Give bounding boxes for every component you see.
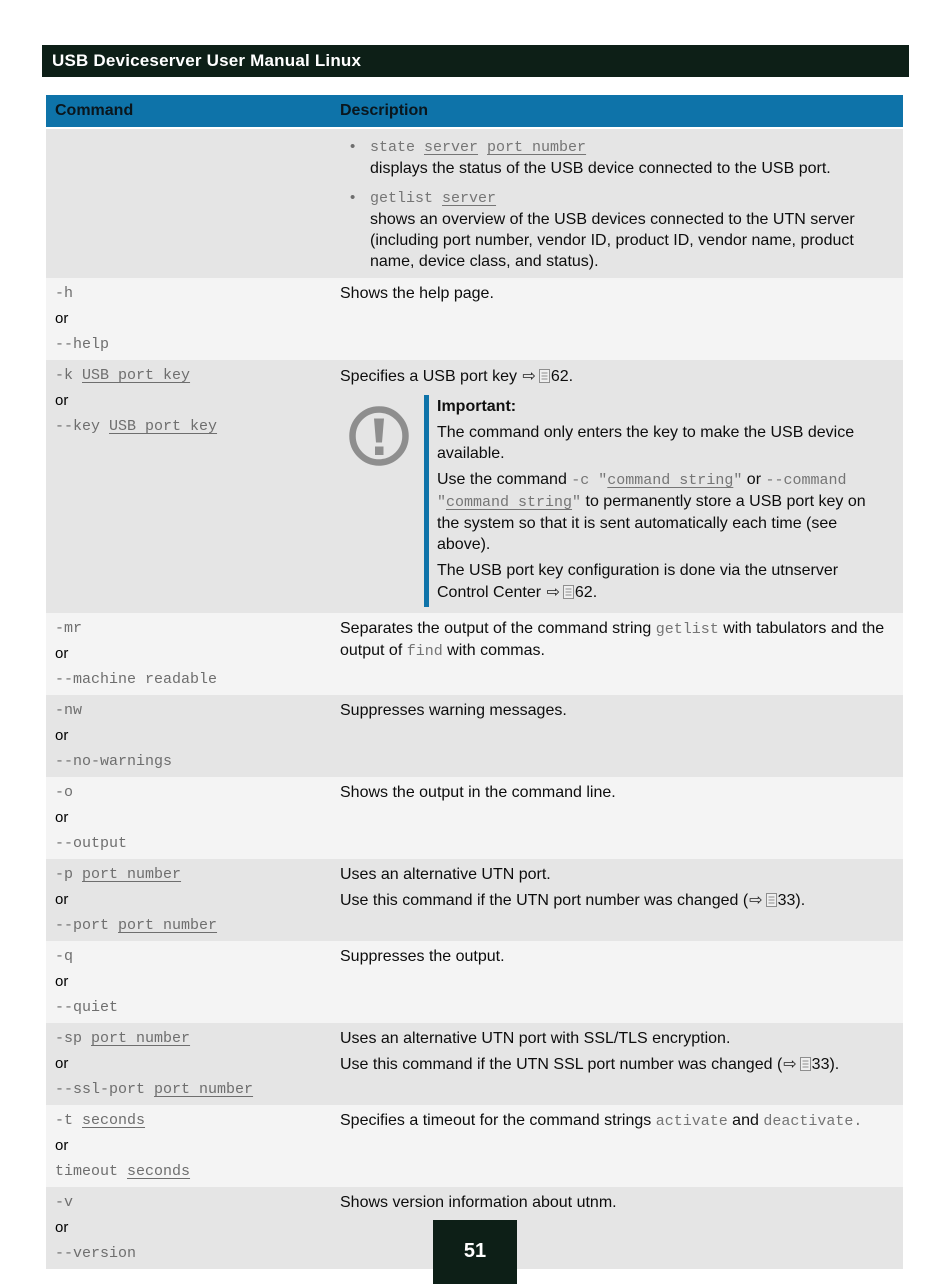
text-run: Suppresses the output.	[340, 948, 505, 965]
page-reference	[521, 368, 573, 385]
code-run	[478, 139, 487, 156]
column-header-command: Command	[55, 102, 134, 119]
description-paragraph	[340, 365, 893, 387]
code-run: server	[424, 139, 479, 156]
description-paragraph	[340, 1192, 893, 1213]
command-line	[55, 1078, 326, 1100]
description-cell	[334, 777, 903, 859]
text-run: Uses an alternative UTN port.	[340, 866, 551, 883]
command-line	[55, 390, 326, 411]
description-paragraph	[340, 283, 893, 304]
text-run: Shows the output in the command line.	[340, 784, 616, 801]
description-paragraph	[340, 782, 893, 803]
code-run: --no-warnings	[55, 753, 173, 770]
description-paragraph	[340, 1110, 893, 1132]
text-run: Shows version information about utnm.	[340, 1194, 617, 1211]
document-page-icon	[563, 585, 574, 599]
command-line	[55, 668, 326, 690]
command-cell	[46, 777, 334, 859]
arrow-right-icon: ⇨	[546, 582, 560, 601]
code-run: seconds	[82, 1112, 146, 1129]
command-line	[55, 1191, 326, 1213]
bullet-line	[370, 187, 893, 209]
command-line	[55, 364, 326, 386]
command-line	[55, 699, 326, 721]
text-run: Shows the help page.	[340, 285, 494, 302]
code-run: port number	[487, 139, 587, 156]
text-run: Suppresses warning messages.	[340, 702, 567, 719]
description-paragraph	[340, 864, 893, 885]
text-run: Use this command if the UTN SSL port number was changed (	[340, 1056, 783, 1073]
code-run: command string	[446, 494, 573, 511]
command-line	[55, 1109, 326, 1131]
bullet-line	[370, 136, 893, 158]
command-cell	[46, 613, 334, 695]
text-run: The USB port key configuration is done via the utnserver Control Center	[437, 562, 839, 601]
table-row	[46, 941, 903, 1023]
command-line	[55, 1160, 326, 1182]
important-paragraph	[437, 560, 889, 603]
code-run: activate	[655, 1113, 728, 1130]
command-line	[55, 1053, 326, 1074]
description-cell	[334, 941, 903, 1023]
page-reference-number: 33).	[777, 892, 806, 909]
command-cell	[46, 1105, 334, 1187]
command-cell	[46, 360, 334, 613]
text-run: Specifies a USB port key	[340, 368, 522, 385]
text-run: with commas.	[442, 642, 545, 659]
code-run: port number	[118, 917, 218, 934]
description-cell	[334, 1105, 903, 1187]
code-run: port number	[82, 866, 182, 883]
page-reference-number: 62.	[550, 368, 574, 385]
code-run: --ssl-port	[55, 1081, 155, 1098]
text-run: The command only enters the key to make the USB device available.	[437, 424, 855, 462]
description-cell	[334, 129, 903, 278]
banner-title: USB Deviceserver User Manual Linux	[52, 51, 362, 70]
text-run: Specifies a timeout for the command strings	[340, 1112, 656, 1129]
code-run: getlist	[655, 621, 719, 638]
description-paragraph	[340, 700, 893, 721]
table-row	[46, 777, 903, 859]
code-run: deactivate.	[763, 1113, 863, 1130]
text-run: or	[55, 645, 69, 662]
bullet-content	[370, 187, 893, 272]
text-run: with tabulators and the output of	[340, 620, 885, 659]
text-run: or	[55, 1219, 69, 1236]
command-line	[55, 617, 326, 639]
text-run: or	[55, 973, 69, 990]
command-cell	[46, 695, 334, 777]
table-row	[46, 1105, 903, 1187]
bullet-item	[340, 187, 893, 272]
command-line	[55, 1027, 326, 1049]
page-number: 51	[463, 1240, 487, 1262]
command-line	[55, 750, 326, 772]
table-header-row	[46, 95, 903, 127]
text-run: to permanently store a USB port key on the system so that it is sent automatically each time (see above).	[437, 493, 866, 553]
code-run: timeout	[55, 1163, 128, 1180]
table-row	[46, 129, 903, 278]
important-note	[340, 395, 893, 607]
table-row	[46, 1023, 903, 1105]
important-paragraph	[437, 422, 889, 464]
page-number-box	[433, 1220, 517, 1284]
text-run: displays the status of the USB device connected to the USB port.	[370, 160, 831, 177]
important-paragraph	[437, 469, 889, 555]
description-cell	[334, 695, 903, 777]
bullet-item	[340, 136, 893, 179]
text-run: shows an overview of the USB devices connected to the UTN server (including port number, vendor ID, product ID, vendor name, product name, device class, and status).	[370, 211, 855, 270]
exclamation-circle-icon	[348, 405, 410, 467]
bullet-content	[370, 136, 893, 179]
code-run: -k	[55, 367, 83, 384]
column-header-description: Description	[340, 102, 429, 119]
arrow-right-icon: ⇨	[749, 890, 763, 909]
text-run: or	[55, 891, 69, 908]
table-row	[46, 859, 903, 941]
command-cell	[46, 859, 334, 941]
command-cell	[46, 1023, 334, 1105]
text-run: or	[55, 1055, 69, 1072]
table-row	[46, 695, 903, 777]
code-run: state	[370, 139, 425, 156]
code-run: -nw	[55, 702, 83, 719]
code-run: -q	[55, 948, 74, 965]
code-run: -o	[55, 784, 74, 801]
code-run: USB port key	[82, 367, 191, 384]
command-line	[55, 914, 326, 936]
page-reference	[748, 892, 805, 909]
arrow-right-icon: ⇨	[522, 366, 536, 385]
code-run: -sp	[55, 1030, 92, 1047]
document-page-icon	[800, 1057, 811, 1071]
command-line	[55, 807, 326, 828]
code-run: command string	[607, 472, 734, 489]
code-run: USB port key	[109, 418, 218, 435]
text-run: or	[55, 727, 69, 744]
command-line	[55, 863, 326, 885]
code-run: --port	[55, 917, 119, 934]
code-run: find	[406, 643, 443, 660]
command-line	[55, 415, 326, 437]
important-title: Important:	[437, 398, 517, 415]
code-run: port number	[91, 1030, 191, 1047]
bullet-icon: •	[350, 189, 356, 206]
command-line	[55, 1242, 326, 1264]
page-reference	[782, 1056, 839, 1073]
page-reference	[546, 584, 598, 601]
bullet-icon: •	[350, 138, 356, 155]
text-run: Uses an alternative UTN port with SSL/TLS encryption.	[340, 1030, 731, 1047]
description-paragraph	[340, 1028, 893, 1049]
command-line	[55, 333, 326, 355]
description-paragraph	[340, 946, 893, 967]
command-line	[55, 996, 326, 1018]
description-paragraph	[340, 1053, 893, 1075]
command-line	[55, 643, 326, 664]
table-body	[46, 129, 903, 1269]
table-row	[46, 613, 903, 695]
command-cell	[46, 129, 334, 278]
code-run: -p	[55, 866, 83, 883]
command-line	[55, 282, 326, 304]
code-run: --output	[55, 835, 128, 852]
code-run: -v	[55, 1194, 74, 1211]
command-line	[55, 1135, 326, 1156]
command-line	[55, 832, 326, 854]
document-header-banner	[42, 45, 909, 77]
description-cell	[334, 1023, 903, 1105]
description-cell	[334, 360, 903, 613]
table-row	[46, 360, 903, 613]
text-run: or	[55, 809, 69, 826]
code-run: "	[572, 494, 582, 511]
important-icon-area	[340, 395, 424, 607]
text-run: or	[55, 310, 69, 327]
arrow-right-icon: ⇨	[783, 1054, 797, 1073]
text-run: Separates the output of the command string	[340, 620, 656, 637]
command-line	[55, 1217, 326, 1238]
code-run: server	[442, 190, 497, 207]
command-line	[55, 725, 326, 746]
command-line	[55, 308, 326, 329]
bullet-line	[370, 158, 893, 179]
important-content	[429, 395, 893, 607]
code-run: seconds	[127, 1163, 191, 1180]
commands-table	[46, 95, 903, 1269]
text-run: and	[727, 1112, 764, 1129]
description-cell	[334, 1187, 903, 1269]
code-run: --key	[55, 418, 110, 435]
code-run: -h	[55, 285, 74, 302]
description-paragraph	[340, 618, 893, 662]
description-cell	[334, 278, 903, 360]
code-run: --quiet	[55, 999, 119, 1016]
command-cell	[46, 941, 334, 1023]
code-run: port number	[154, 1081, 254, 1098]
text-run: Use this command if the UTN port number was changed (	[340, 892, 749, 909]
description-paragraph	[340, 889, 893, 911]
code-run: -c "	[571, 472, 608, 489]
command-line	[55, 971, 326, 992]
text-run: or	[55, 1137, 69, 1154]
page-reference-number: 33).	[811, 1056, 840, 1073]
table-row	[46, 278, 903, 360]
code-run: --command "	[437, 472, 847, 511]
command-line	[55, 945, 326, 967]
document-page-icon	[766, 893, 777, 907]
document-page-icon	[539, 369, 550, 383]
command-cell	[46, 278, 334, 360]
code-run: -mr	[55, 620, 83, 637]
command-cell	[46, 1187, 334, 1269]
command-line	[55, 889, 326, 910]
text-run: or	[55, 392, 69, 409]
command-line	[55, 781, 326, 803]
code-run: --machine readable	[55, 671, 218, 688]
code-run: --version	[55, 1245, 137, 1262]
code-run: -t	[55, 1112, 83, 1129]
code-run: --help	[55, 336, 110, 353]
text-run: Use the command	[437, 471, 572, 488]
text-run: or	[742, 471, 766, 488]
description-cell	[334, 613, 903, 695]
code-run: getlist	[370, 190, 443, 207]
code-run: "	[733, 472, 743, 489]
bullet-line	[370, 209, 893, 272]
page-reference-number: 62.	[574, 584, 598, 601]
description-cell	[334, 859, 903, 941]
